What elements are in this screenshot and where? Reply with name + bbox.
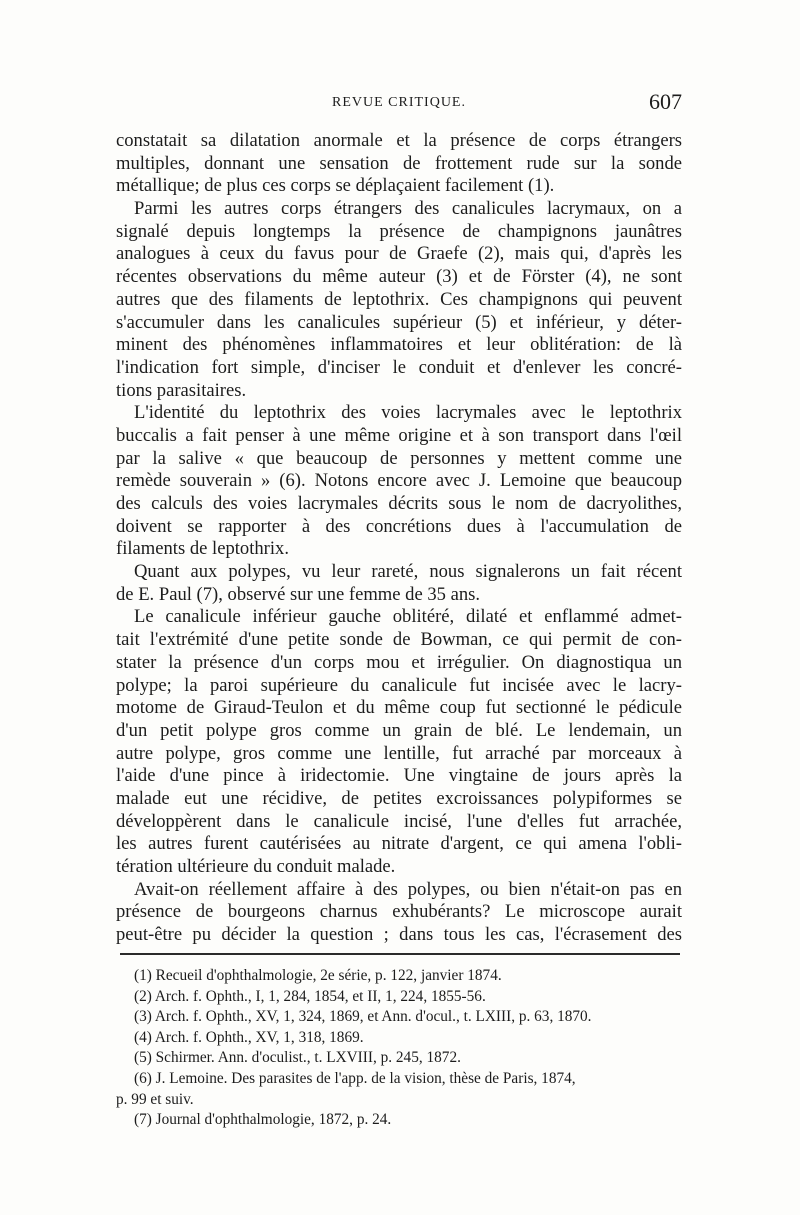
text-line: malade eut une récidive, de petites excroissances polypiformes se [116,787,682,809]
text-line: tait l'extrémité d'une petite sonde de Bowman, ce qui permit de con- [116,629,682,651]
text-line: s'accumuler dans les canalicules supérieur (5) et inférieur, y déter- [116,311,682,333]
footnote: (4) Arch. f. Ophth., XV, 1, 318, 1869. [134,1028,364,1046]
text-line: analogues à ceux du favus pour de Graefe (2), mais qui, d'après les [116,243,682,265]
text-line: signalé depuis longtemps la présence de champignons jaunâtres [116,220,682,242]
text-line: de E. Paul (7), observé sur une femme de 35 ans. [116,583,481,605]
footnote: (6) J. Lemoine. Des parasites de l'app. de la vision, thèse de Paris, 1874, [134,1069,576,1087]
text-line: développèrent dans le canalicule incisé, l'une d'elles fut arrachée, [116,810,682,832]
text-line: tération ultérieure du conduit malade. [116,856,396,877]
paragraph-start-line: Quant aux polypes, vu leur rareté, nous signalerons un fait récent [134,561,682,583]
running-title: REVUE CRITIQUE. [332,95,466,110]
text-line: doivent se rapporter à des concrétions dues à l'accumulation de [116,515,682,537]
text-line: autre polype, gros comme une lentille, fut arraché par morceaux à [116,742,682,764]
text-line: motome de Giraud-Teulon et du même coup fut sectionné le pédicule [116,697,682,719]
text-line: l'indication fort simple, d'inciser le conduit et d'enlever les concré- [116,356,682,378]
footnote-continuation: p. 99 et suiv. [116,1090,194,1108]
text-line: constatait sa dilatation anormale et la présence de corps étrangers [116,130,682,151]
footnote: (2) Arch. f. Ophth., I, 1, 284, 1854, et II, 1, 224, 1855-56. [134,987,486,1005]
paragraph-start-line: L'identité du leptothrix des voies lacrymales avec le leptothrix [134,402,682,424]
footnote: (5) Schirmer. Ann. d'oculist., t. LXVIII, p. 245, 1872. [134,1049,461,1067]
text-line: d'un petit polype gros comme un grain de blé. Le lendemain, un [116,719,682,741]
text-line: par la salive « que beaucoup de personnes y mettent comme une [116,447,682,469]
footnote: (3) Arch. f. Ophth., XV, 1, 324, 1869, et Ann. d'ocul., t. LXIII, p. 63, 1870. [134,1008,592,1026]
paragraph-start-line: Parmi les autres corps étrangers des canalicules lacrymaux, on a [134,198,682,220]
text-line: des calculs des voies lacrymales décrits sous le nom de dacryolithes, [116,493,682,514]
text-line: minent des phénomènes inflammatoires et leur oblitération: de là [116,334,682,356]
page-number: 607 [649,89,682,114]
text-line: l'aide d'une pince à iridectomie. Une vingtaine de jours après la [116,765,682,787]
page-header [116,91,682,117]
footnote: (1) Recueil d'ophthalmologie, 2e série, p. 122, janvier 1874. [134,967,502,984]
text-line: autres que des filaments de leptothrix. Ces champignons qui peuvent [116,288,682,310]
text-line: polype; la paroi supérieure du canalicule fut incisée avec le lacry- [116,674,682,696]
text-line: filaments de leptothrix. [116,538,289,560]
body-text [116,130,682,947]
paragraph-start-line: Avait-on réellement affaire à des polypes, ou bien n'était-on pas en [134,878,682,900]
text-line: buccalis a fait penser à une même origine et à son transport dans l'œil [116,424,682,446]
footnotes [116,966,682,1131]
text-line: multiples, donnant une sensation de frottement rude sur la sonde [116,152,682,174]
footnote: (7) Journal d'ophthalmologie, 1872, p. 24. [134,1111,392,1129]
text-line: les autres furent cautérisées au nitrate d'argent, ce qui amena l'obli- [116,833,682,855]
text-line: remède souverain » (6). Notons encore avec J. Lemoine que beaucoup [116,470,682,492]
text-line: peut-être pu décider la question ; dans tous les cas, l'écrasement des [116,924,682,946]
text-line: tions parasitaires. [116,379,247,401]
footnote-divider [120,953,680,955]
text-line: présence de bourgeons charnus exhubérants? Le microscope aurait [116,901,682,923]
text-line: métallique; de plus ces corps se déplaçaient facilement (1). [116,175,555,197]
text-line: stater la présence d'un corps mou et irrégulier. On diagnostiqua un [116,651,682,673]
paragraph-start-line: Le canalicule inférieur gauche oblitéré, dilaté et enflammé admet- [134,606,682,628]
text-line: récentes observations du même auteur (3) et de Förster (4), ne sont [116,266,682,288]
